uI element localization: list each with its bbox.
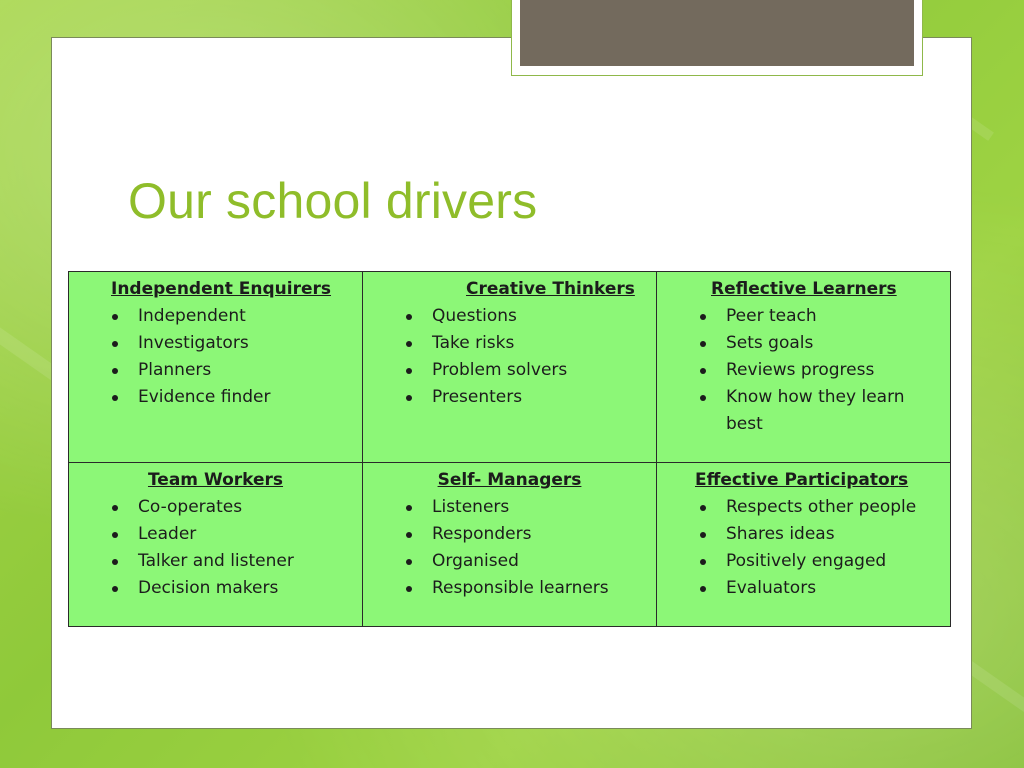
list-item: Responders bbox=[363, 521, 656, 548]
driver-cell-team-workers bbox=[69, 463, 363, 627]
driver-list bbox=[363, 494, 656, 602]
list-item: Positively engaged bbox=[657, 548, 950, 575]
list-item: Planners bbox=[69, 357, 362, 384]
list-item: Evidence finder bbox=[69, 384, 362, 411]
drivers-table bbox=[68, 271, 951, 627]
list-item: Co-operates bbox=[69, 494, 362, 521]
list-item: Problem solvers bbox=[363, 357, 656, 384]
driver-list bbox=[657, 303, 950, 438]
driver-heading: Team Workers bbox=[147, 470, 284, 490]
list-item: Sets goals bbox=[657, 330, 950, 357]
list-item: Organised bbox=[363, 548, 656, 575]
slide-title: Our school drivers bbox=[128, 173, 538, 229]
driver-heading: Effective Participators bbox=[695, 470, 909, 490]
title-tab-block bbox=[520, 0, 914, 66]
list-item: Leader bbox=[69, 521, 362, 548]
list-item: Responsible learners bbox=[363, 575, 656, 602]
driver-cell-independent-enquirers bbox=[69, 272, 363, 463]
list-item: Talker and listener bbox=[69, 548, 362, 575]
list-item: Respects other people bbox=[657, 494, 950, 521]
list-item: Shares ideas bbox=[657, 521, 950, 548]
driver-cell-creative-thinkers bbox=[363, 272, 657, 463]
driver-list bbox=[657, 494, 950, 602]
driver-cell-reflective-learners bbox=[657, 272, 951, 463]
list-item: Questions bbox=[363, 303, 656, 330]
list-item: Reviews progress bbox=[657, 357, 950, 384]
list-item: Evaluators bbox=[657, 575, 950, 602]
driver-heading: Creative Thinkers bbox=[466, 279, 635, 299]
driver-heading: Reflective Learners bbox=[711, 279, 897, 299]
driver-list bbox=[69, 494, 362, 602]
driver-cell-self-managers bbox=[363, 463, 657, 627]
list-item: Know how they learn best bbox=[657, 384, 950, 438]
driver-list bbox=[363, 303, 656, 411]
list-item: Listeners bbox=[363, 494, 656, 521]
list-item: Decision makers bbox=[69, 575, 362, 602]
driver-heading: Independent Enquirers bbox=[111, 279, 332, 299]
table-row bbox=[69, 272, 951, 463]
list-item: Presenters bbox=[363, 384, 656, 411]
driver-heading: Self- Managers bbox=[437, 470, 582, 490]
list-item: Take risks bbox=[363, 330, 656, 357]
list-item: Independent bbox=[69, 303, 362, 330]
list-item: Peer teach bbox=[657, 303, 950, 330]
list-item: Investigators bbox=[69, 330, 362, 357]
driver-cell-effective-participators bbox=[657, 463, 951, 627]
driver-list bbox=[69, 303, 362, 411]
table-row bbox=[69, 463, 951, 627]
